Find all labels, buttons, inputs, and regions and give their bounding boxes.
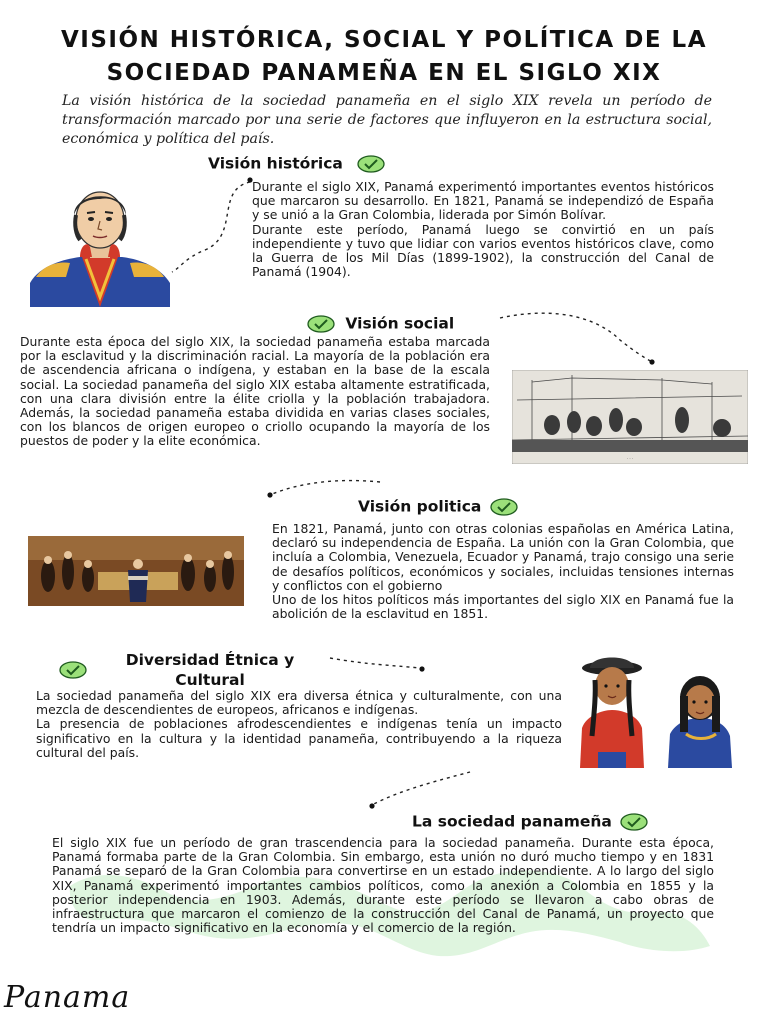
- diversidad-paragraph-2: La presencia de poblaciones afrodescendientes e indígenas tenía un impacto significativo en la cultura y la identidad panameña, contribuyendo a la riqueza cultural del país.: [36, 716, 562, 760]
- section-body-politica: [272, 522, 734, 621]
- panama-signature: Panama: [4, 980, 131, 1015]
- intro-text: La visión histórica de la sociedad panameña en el siglo XIX revela un período de transformación marcado por una serie de factores que influyeron en la estructura social, económica y política del país.: [62, 93, 712, 147]
- social-paragraph-1: Durante esta época del siglo XIX, la sociedad panameña estaba marcada por la esclavitud y la discriminación racial. La mayoría de la población era de ascendencia africana o indígena, y estaban en la base de la escala social. La sociedad panameña del siglo XIX estaba altamente estratificada, con una clara división entre la élite criolla y la población trabajadora. Además, la sociedad panameña estaba dividida en varias clases sociales, con los blancos de origen europeo o criollo ocupando la mayoría de los puestos de poder y la elite económica.: [20, 334, 490, 449]
- check-icon: [619, 812, 649, 832]
- section-body-historica: [252, 180, 714, 279]
- section-title-social-text: Visión social: [345, 314, 455, 333]
- section-body-diversidad: [36, 689, 562, 760]
- section-title-diversidad-line2: Cultural: [175, 671, 245, 689]
- section-title-diversidad-line1: Diversidad Étnica y: [125, 651, 295, 669]
- section-title-historica-text: Visión histórica: [208, 154, 343, 173]
- politica-paragraph-2: Uno de los hitos políticos más importantes del siglo XIX en Panamá fue la abolición de la esclavitud en 1851.: [272, 592, 734, 622]
- politica-paragraph-1: En 1821, Panamá, junto con otras colonias españolas en América Latina, declaró su independencia de España. La unión con la Gran Colombia, que incluía a Colombia, Venezuela, Ecuador y Panamá, trajo consigo una serie de desafíos políticos, económicos y sociales, incluidas tensiones internas y conflictos con el gobierno: [272, 521, 734, 593]
- section-title-historica: [208, 154, 386, 174]
- section-title-sociedad: [412, 812, 649, 832]
- svg-text:· · ·: · · ·: [626, 456, 634, 461]
- check-icon: [356, 154, 386, 174]
- section-body-social: [20, 335, 490, 449]
- page-title: VISIÓN HISTÓRICA, SOCIAL Y POLÍTICA DE LA SOCIEDAD PANAMEÑA EN EL SIGLO XIX: [60, 27, 708, 86]
- diversidad-paragraph-1: La sociedad panameña del siglo XIX era diversa étnica y culturalmente, con una mezcla de descendientes de europeos, africanos e indígenas.: [36, 688, 562, 718]
- check-icon: [489, 497, 519, 517]
- sociedad-paragraph-1: El siglo XIX fue un período de gran trascendencia para la sociedad panameña. Durante esta época, Panamá formaba parte de la Gran Colombia. Sin embargo, esta unión no duró mucho tiempo y en 1831 Panamá se separó de la Gran Colombia para convertirse en un estado independiente. A lo largo del siglo XIX, Panamá experimentó importantes cambios políticos, como la anexión a Colombia en 1855 y la posterior independencia en 1903. Además, durante este período se llevaron a cabo obras de infraestructura que marcaron el comienzo de la construcción del Canal de Panamá, un proyecto que tendría un impacto significativo en la economía y el comercio de la región.: [52, 835, 714, 936]
- section-title-diversidad: [90, 650, 330, 690]
- indigenous-children-illustration-image: [572, 656, 758, 768]
- bolivar-portrait-image: [30, 185, 170, 307]
- section-title-social: [306, 314, 454, 334]
- section-title-politica: [358, 497, 519, 517]
- check-icon: [306, 314, 336, 334]
- check-icon: [58, 660, 88, 680]
- historica-paragraph-1: Durante el siglo XIX, Panamá experimentó importantes eventos históricos que marcaron su desarrollo. En 1821, Panamá se independizó de España y se unió a la Gran Colombia, liderada por Simón Bolívar.: [252, 179, 714, 223]
- slave-ship-engraving-image: [512, 370, 748, 464]
- section-body-sociedad: [52, 836, 714, 935]
- section-title-sociedad-text: La sociedad panameña: [412, 812, 612, 831]
- section-title-politica-text: Visión politica: [358, 497, 482, 516]
- historica-paragraph-2: Durante este período, Panamá luego se convirtió en un país independiente y tuvo que lidiar con varios eventos históricos clave, como la Guerra de los Mil Días (1899-1902), la construcción del Canal de Panamá (1904).: [252, 221, 714, 280]
- political-assembly-painting-image: [28, 536, 244, 606]
